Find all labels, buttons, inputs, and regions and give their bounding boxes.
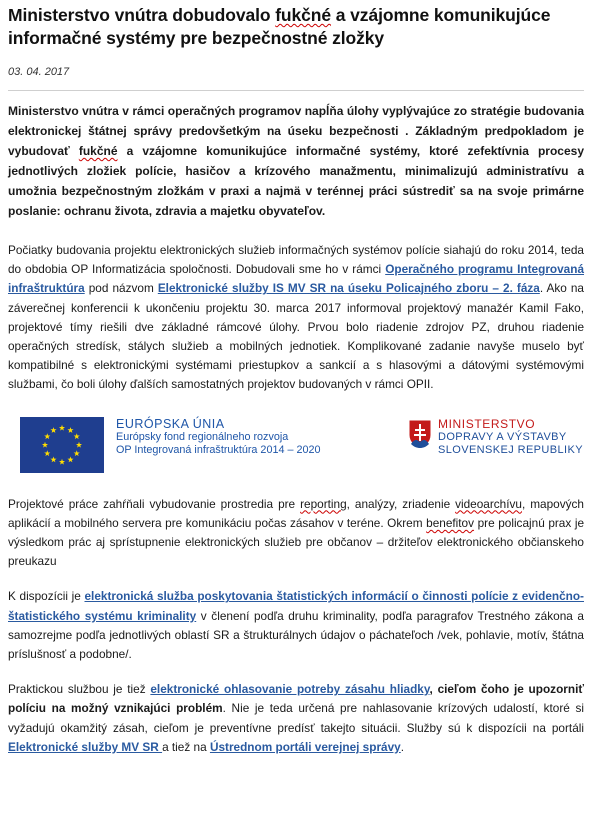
ministry-logo-text — [438, 417, 583, 457]
lead-paragraph — [8, 101, 584, 221]
ministry-line-1: DOPRAVY A VÝSTAVBY — [438, 430, 567, 443]
article — [8, 4, 584, 757]
slovak-coat-of-arms-icon — [408, 419, 432, 449]
lead-text: a vzájomne komunikujúce informačné systémy, ktoré zefektívnia procesy jednotlivých zložiek polície, hasičov a krízového manažmentu, minimalizujú administratívu a umožnia bezpečnostným zložkám v praxi a najmä v terénnej práci sústrediť sa na svoje primárne poslanie: ochranu života, zdravia a majetku obyvateľov. — [8, 144, 584, 218]
ministry-line-2: SLOVENSKEJ REPUBLIKY — [438, 443, 583, 456]
text: v členení podľa druhu kriminality, podľa paragrafov Trestného zákona a samozrejme podľa jednotlivých oblastí SR a štrukturálnych údajov o páchateľoch /vek, pohlavie, motív, štátna príslušnosť a podobne/. — [8, 608, 584, 662]
paragraph-project-work — [8, 495, 584, 572]
spellcheck-word: benefitov — [426, 515, 475, 530]
link-operational-programme[interactable]: Operačného programu Integrovaná infraštruktúra — [8, 262, 585, 296]
article-date: 03. 04. 2017 — [8, 66, 70, 78]
paragraph-history — [8, 241, 584, 395]
link-central-public-portal[interactable]: Ústrednom portáli verejnej správy — [209, 739, 401, 754]
text: pre policajnú prax je výsledkom prác aj sprístupnenie elektronických služieb pre občanov – držiteľov elektronického občianskeho preukazu — [8, 515, 585, 569]
eu-flag-icon — [20, 417, 104, 473]
link-patrol-request-service[interactable]: elektronické ohlasovanie potreby zásahu hliadky — [150, 682, 430, 697]
paragraph-statistics-service — [8, 587, 584, 664]
text: Počiatky budovania projektu elektronických služieb informačných systémov polície siahajú do roku 2014, teda do obdobia OP Informatizácia spoločnosti. Dobudovali sme ho v rámci — [8, 243, 584, 277]
title-misspelled-word: fukčné — [275, 5, 332, 25]
spellcheck-word: reporting — [300, 496, 347, 511]
title-part: a vzájomne komunikujúce informačné systémy pre bezpečnostné zložky — [8, 5, 551, 48]
link-eservices-project[interactable]: Elektronické služby IS MV SR na úseku Policajného zboru – 2. fáza — [157, 281, 540, 296]
text: . Nie je teda určená pre nahlasovanie krízových udalostí, ktoré si vyžadujú okamžitý zásah, cieľom je preventívne predísť takejto situácii. Služby sú k dispozícii na portáli — [8, 701, 584, 735]
eu-programme-line: OP Integrovaná infraštruktúra 2014 – 2020 — [116, 443, 321, 456]
text: a tiež na — [162, 739, 210, 754]
eu-title: EURÓPSKA ÚNIA — [116, 416, 225, 431]
bold-text: , cieľom čoho je upozorniť políciu na možný vznikajúci problém — [8, 682, 585, 716]
text: Projektové práce zahŕňali vybudovanie prostredia pre — [8, 496, 301, 511]
spellcheck-word: videoarchívu — [455, 496, 522, 511]
lead-misspelled-word: fukčné — [78, 144, 118, 158]
paragraph-patrol-reporting — [8, 680, 584, 757]
divider — [8, 90, 584, 91]
funding-logos-banner — [8, 415, 584, 475]
eu-fund-text — [116, 417, 320, 457]
link-statistics-service[interactable]: elektronická služba poskytovania štatistických informácií o činnosti polície z evidenčno-štatistického systému kriminality — [8, 589, 584, 623]
ministry-title: MINISTERSTVO — [438, 416, 536, 431]
text: pod názvom — [84, 281, 158, 296]
text: . Ako na záverečnej konferencii k ukončeniu projektu 30. marca 2017 informoval projektový manažér Kamil Fako, projektové tímy riešili dve základné rámcové úlohy. Prvou bolo riadenie zdrojov PZ, druhou riadenie operačných stredísk, stálych služieb a mobilných jednotiek. Komplikované zadanie navyše muselo byť kompatibilné s elektronickými systémami priestupkov a sankcií a s hlasovými a dátovými systémovými službami, čo boli úlohy ďalších samostatných projektov budovaných v rámci OPII. — [8, 281, 584, 392]
article-title — [8, 4, 584, 50]
lead-text: Ministerstvo vnútra v rámci operačných programov napĺňa úlohy vyplývajúce zo stratégie budovania elektronickej štátnej správy predovšetkým na úseku bezpečnosti . Základným predpokladom je vybudovať — [8, 104, 584, 158]
eu-fund-line: Európsky fond regionálneho rozvoja — [116, 430, 289, 443]
title-part: Ministerstvo vnútra dobudovalo — [8, 5, 276, 25]
text: K dispozícii je — [8, 589, 85, 604]
text: . — [400, 739, 405, 754]
link-eservices-portal[interactable]: Elektronické služby MV SR — [8, 739, 163, 754]
text: , analýzy, zriadenie — [346, 496, 456, 511]
text: , mapových aplikácií a mobilného servera pre komunikáciu počas zásahov v teréne. Okrem — [8, 496, 584, 530]
text: Praktickou službou je tiež — [8, 682, 151, 697]
